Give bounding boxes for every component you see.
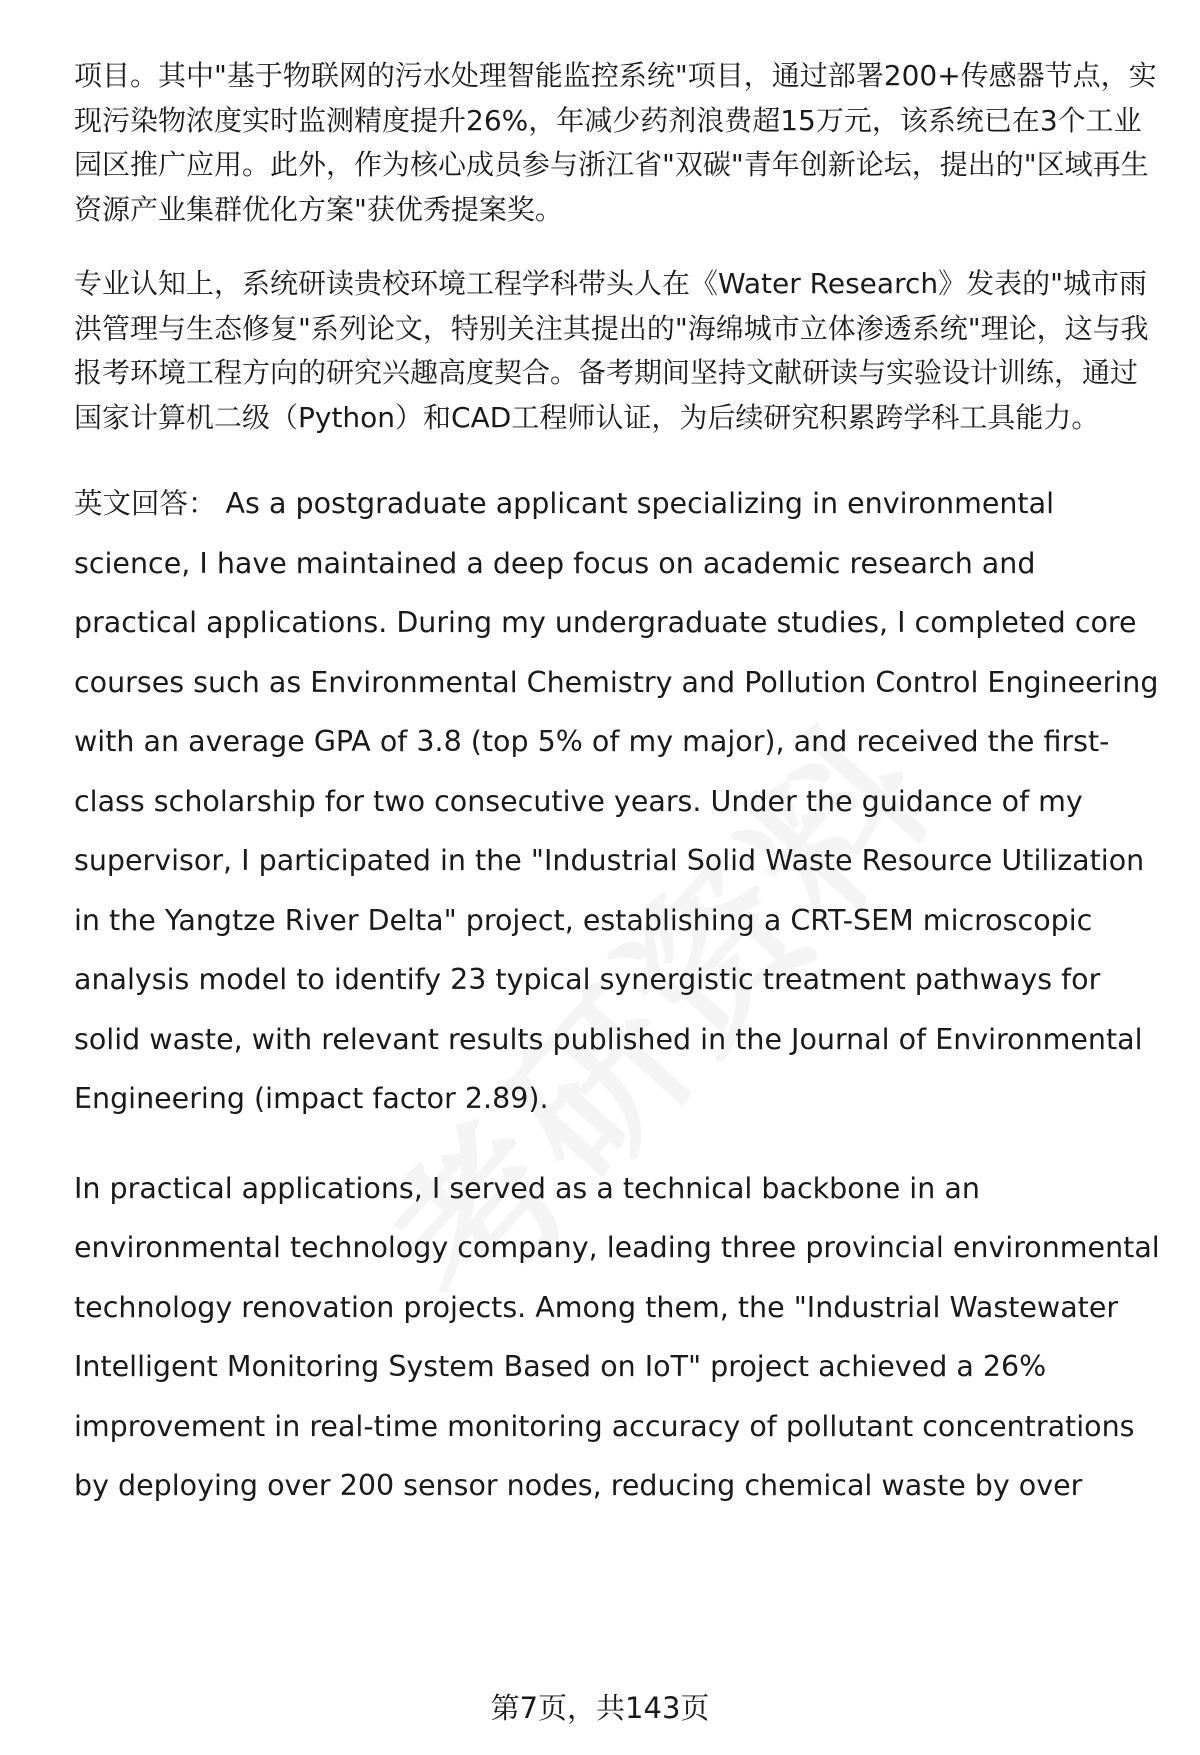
document-page xyxy=(74,54,1160,1516)
paragraph-en-2: In practical applications, I served as a technical backbone in an environmental technology company, leading three provincial environmental technology renovation projects. Among them, the "Industrial Wastewater Intelligent Monitoring System Based on IoT" project achieved a 26% improvement in real-time monitoring accuracy of pollutant concentrations by deploying over 200 sensor nodes, reducing chemical waste by over xyxy=(74,1171,1160,1502)
paragraph-en-1: 英文回答： As a postgraduate applicant specializing in environmental science, I have maintained a deep focus on academic research and practical applications. During my undergraduate studies, I completed core courses such as Environmental Chemistry and Pollution Control Engineering with an average GPA of 3.8 (top 5% of my major), and received the first-class scholarship for two consecutive years. Under the guidance of my supervisor, I participated in the "Industrial Solid Waste Resource Utilization in the Yangtze River Delta" project, establishing a CRT-SEM microscopic analysis model to identify 23 typical synergistic treatment pathways for solid waste, with relevant results published in the Journal of Environmental Engineering (impact factor 2.89). xyxy=(74,487,1159,1115)
page-number-footer: 第7页，共143页 xyxy=(490,1691,710,1725)
paragraph-cn-1: 项目。其中"基于物联网的污水处理智能监控系统"项目，通过部署200+传感器节点，实现污染物浓度实时监测精度提升26%，年减少药剂浪费超15万元，该系统已在3个工业园区推广应用。此外，作为核心成员参与浙江省"双碳"青年创新论坛，提出的"区域再生资源产业集群优化方案"获优秀提案奖。 xyxy=(74,59,1157,226)
paragraph-cn-2: 专业认知上，系统研读贵校环境工程学科带头人在《Water Research》发表的"城市雨洪管理与生态修复"系列论文，特别关注其提出的"海绵城市立体渗透系统"理论，这与我报考环境工程方向的研究兴趣高度契合。备考期间坚持文献研读与实验设计训练，通过国家计算机二级（Python）和CAD工程师认证，为后续研究积累跨学科工具能力。 xyxy=(74,267,1149,434)
